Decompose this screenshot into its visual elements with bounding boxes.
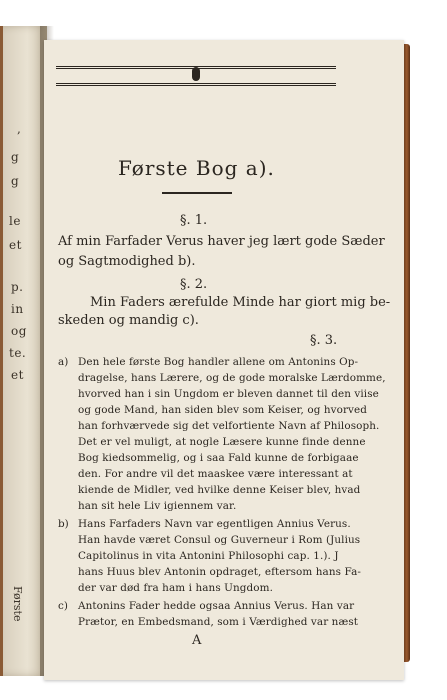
left-catchword: Første xyxy=(11,586,24,622)
footnote-marker: a) xyxy=(58,356,69,368)
left-fragment: et xyxy=(11,368,24,382)
footnote-line: kiende de Midler, ved hvilke denne Keiser blev, hvad xyxy=(78,484,361,496)
left-fragment: g xyxy=(11,150,20,164)
left-fragment: te. xyxy=(9,346,27,360)
footnote-line: hvorved han i sin Ungdom er bleven dannet til den viise xyxy=(78,388,379,400)
title-rule xyxy=(162,192,232,194)
footnote-line: der var død fra ham i hans Ungdom. xyxy=(78,582,274,594)
footnote-marker: b) xyxy=(58,518,69,530)
footnote-line: den. For andre vil det maaskee være interessant at xyxy=(78,468,353,480)
left-fragment: og xyxy=(11,324,27,338)
section-line: Min Faders ærefulde Minde har giort mig be- xyxy=(90,295,391,310)
footnote-line: Bog kiedsommelig, og i saa Fald kunne de forbigaae xyxy=(78,452,359,464)
left-fragment: , xyxy=(17,122,22,136)
footnote-line: Capitolinus in vita Antonini Philosophi cap. 1.). J xyxy=(78,550,339,562)
section-number: §. 2. xyxy=(180,277,208,292)
catchword-section: §. 3. xyxy=(310,333,338,348)
left-fragment: g xyxy=(11,174,20,188)
footnote-line: Antonins Fader hedde ogsaa Annius Verus. Han var xyxy=(78,600,355,612)
section-line: Af min Farfader Verus haver jeg lært gode Sæder xyxy=(58,234,385,249)
section-line: og Sagtmodighed b). xyxy=(58,254,196,269)
footnote-line: hans Huus blev Antonin opdraget, eftersom hans Fa- xyxy=(78,566,361,578)
left-fragment: et xyxy=(9,238,22,252)
section-number: §. 1. xyxy=(180,213,208,228)
footnote-line: han sit hele Liv igiennem var. xyxy=(78,500,237,512)
left-fragment: le xyxy=(9,214,21,228)
footnote-marker: c) xyxy=(58,600,68,612)
footnote-line: han forhværvede sig det velfortiente Navn af Philosoph. xyxy=(78,420,380,432)
section-line: skeden og mandig c). xyxy=(58,313,199,328)
footnote-line: Han havde været Consul og Guverneur i Rom (Julius xyxy=(78,534,361,546)
footnote-line: dragelse, hans Lærere, og de gode moralske Lærdomme, xyxy=(78,372,386,384)
footnote-line: Prætor, en Embedsmand, som i Værdighed var næst xyxy=(78,616,359,628)
page-title: Første Bog a). xyxy=(118,156,275,180)
footnote-line: Hans Farfaders Navn var egentligen Annius Verus. xyxy=(78,518,351,530)
footnote-line: og gode Mand, han siden blev som Keiser, og hvorved xyxy=(78,404,368,416)
footnote-line: Den hele første Bog handler allene om Antonins Op- xyxy=(78,356,359,368)
left-fragment: in xyxy=(11,302,24,316)
header-ornament xyxy=(56,66,336,86)
left-fragment: p. xyxy=(11,280,24,294)
footnote-line: Det er vel muligt, at nogle Læsere kunne finde denne xyxy=(78,436,366,448)
signature-mark: A xyxy=(192,633,202,648)
